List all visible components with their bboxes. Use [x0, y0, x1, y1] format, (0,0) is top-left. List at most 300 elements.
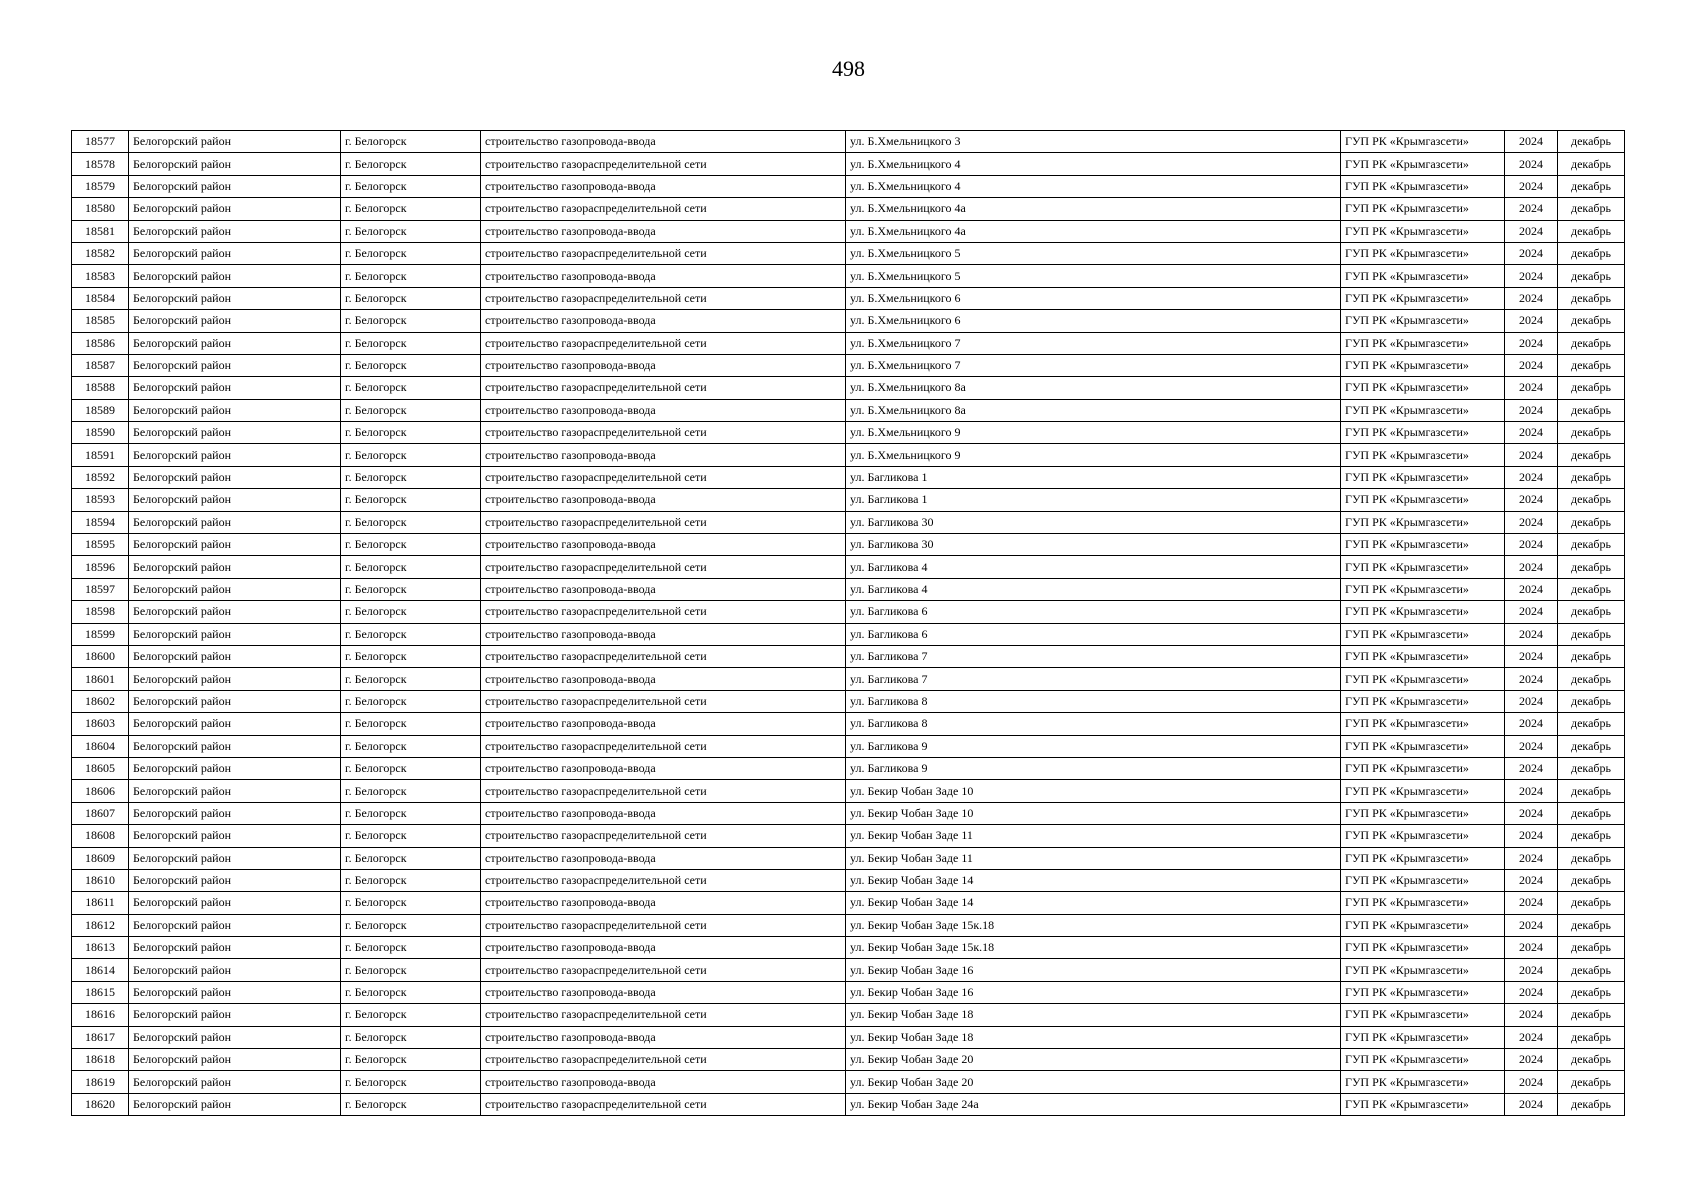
cell-address: ул. Бекир Чобан Заде 15к.18 — [846, 914, 1341, 936]
cell-locality: г. Белогорск — [341, 131, 481, 153]
cell-address: ул. Багликова 7 — [846, 645, 1341, 667]
table-row — [72, 1004, 1625, 1026]
cell-organization: ГУП РК «Крымгазсети» — [1341, 757, 1505, 779]
cell-row-number: 18600 — [72, 645, 129, 667]
cell-organization: ГУП РК «Крымгазсети» — [1341, 690, 1505, 712]
cell-month: декабрь — [1558, 802, 1625, 824]
table-row — [72, 242, 1625, 264]
cell-year: 2024 — [1505, 534, 1558, 556]
cell-district: Белогорский район — [129, 780, 341, 802]
cell-work-type: строительство газопровода-ввода — [481, 757, 846, 779]
cell-row-number: 18614 — [72, 959, 129, 981]
table-row — [72, 556, 1625, 578]
cell-locality: г. Белогорск — [341, 1026, 481, 1048]
cell-work-type: строительство газораспределительной сети — [481, 735, 846, 757]
cell-month: декабрь — [1558, 556, 1625, 578]
cell-month: декабрь — [1558, 959, 1625, 981]
cell-locality: г. Белогорск — [341, 399, 481, 421]
cell-locality: г. Белогорск — [341, 1004, 481, 1026]
cell-work-type: строительство газопровода-ввода — [481, 1071, 846, 1093]
cell-district: Белогорский район — [129, 556, 341, 578]
table-row — [72, 578, 1625, 600]
cell-year: 2024 — [1505, 242, 1558, 264]
cell-district: Белогорский район — [129, 153, 341, 175]
cell-locality: г. Белогорск — [341, 690, 481, 712]
cell-row-number: 18602 — [72, 690, 129, 712]
cell-district: Белогорский район — [129, 690, 341, 712]
cell-organization: ГУП РК «Крымгазсети» — [1341, 937, 1505, 959]
cell-year: 2024 — [1505, 175, 1558, 197]
cell-district: Белогорский район — [129, 175, 341, 197]
cell-organization: ГУП РК «Крымгазсети» — [1341, 1049, 1505, 1071]
cell-address: ул. Б.Хмельницкого 5 — [846, 265, 1341, 287]
cell-year: 2024 — [1505, 556, 1558, 578]
cell-district: Белогорский район — [129, 354, 341, 376]
cell-district: Белогорский район — [129, 511, 341, 533]
table-row — [72, 914, 1625, 936]
cell-work-type: строительство газопровода-ввода — [481, 220, 846, 242]
cell-district: Белогорский район — [129, 1049, 341, 1071]
cell-work-type: строительство газораспределительной сети — [481, 422, 846, 444]
cell-organization: ГУП РК «Крымгазсети» — [1341, 466, 1505, 488]
cell-row-number: 18579 — [72, 175, 129, 197]
cell-locality: г. Белогорск — [341, 1093, 481, 1115]
cell-district: Белогорский район — [129, 914, 341, 936]
table-row — [72, 534, 1625, 556]
cell-row-number: 18583 — [72, 265, 129, 287]
cell-work-type: строительство газопровода-ввода — [481, 1026, 846, 1048]
cell-row-number: 18612 — [72, 914, 129, 936]
cell-month: декабрь — [1558, 1026, 1625, 1048]
cell-year: 2024 — [1505, 1026, 1558, 1048]
table-row — [72, 690, 1625, 712]
table-row — [72, 220, 1625, 242]
cell-row-number: 18616 — [72, 1004, 129, 1026]
cell-locality: г. Белогорск — [341, 802, 481, 824]
cell-month: декабрь — [1558, 601, 1625, 623]
cell-month: декабрь — [1558, 1004, 1625, 1026]
cell-locality: г. Белогорск — [341, 1049, 481, 1071]
cell-organization: ГУП РК «Крымгазсети» — [1341, 175, 1505, 197]
cell-row-number: 18591 — [72, 444, 129, 466]
cell-year: 2024 — [1505, 198, 1558, 220]
cell-address: ул. Б.Хмельницкого 4а — [846, 220, 1341, 242]
cell-month: декабрь — [1558, 131, 1625, 153]
cell-work-type: строительство газораспределительной сети — [481, 645, 846, 667]
cell-locality: г. Белогорск — [341, 959, 481, 981]
cell-address: ул. Бекир Чобан Заде 14 — [846, 869, 1341, 891]
cell-address: ул. Багликова 4 — [846, 578, 1341, 600]
cell-locality: г. Белогорск — [341, 713, 481, 735]
cell-organization: ГУП РК «Крымгазсети» — [1341, 534, 1505, 556]
cell-address: ул. Багликова 4 — [846, 556, 1341, 578]
cell-address: ул. Бекир Чобан Заде 10 — [846, 802, 1341, 824]
cell-year: 2024 — [1505, 825, 1558, 847]
table-row — [72, 354, 1625, 376]
cell-work-type: строительство газораспределительной сети — [481, 511, 846, 533]
cell-address: ул. Б.Хмельницкого 6 — [846, 287, 1341, 309]
cell-organization: ГУП РК «Крымгазсети» — [1341, 354, 1505, 376]
cell-work-type: строительство газораспределительной сети — [481, 377, 846, 399]
cell-district: Белогорский район — [129, 422, 341, 444]
cell-year: 2024 — [1505, 422, 1558, 444]
table-row — [72, 713, 1625, 735]
table-row — [72, 466, 1625, 488]
cell-district: Белогорский район — [129, 534, 341, 556]
cell-work-type: строительство газораспределительной сети — [481, 153, 846, 175]
cell-district: Белогорский район — [129, 735, 341, 757]
cell-work-type: строительство газопровода-ввода — [481, 847, 846, 869]
cell-year: 2024 — [1505, 1049, 1558, 1071]
cell-organization: ГУП РК «Крымгазсети» — [1341, 959, 1505, 981]
cell-district: Белогорский район — [129, 1004, 341, 1026]
cell-district: Белогорский район — [129, 332, 341, 354]
cell-district: Белогорский район — [129, 869, 341, 891]
cell-work-type: строительство газопровода-ввода — [481, 489, 846, 511]
cell-row-number: 18608 — [72, 825, 129, 847]
cell-year: 2024 — [1505, 310, 1558, 332]
cell-work-type: строительство газораспределительной сети — [481, 780, 846, 802]
cell-month: декабрь — [1558, 825, 1625, 847]
cell-month: декабрь — [1558, 578, 1625, 600]
cell-district: Белогорский район — [129, 310, 341, 332]
cell-locality: г. Белогорск — [341, 310, 481, 332]
cell-month: декабрь — [1558, 220, 1625, 242]
cell-year: 2024 — [1505, 399, 1558, 421]
cell-locality: г. Белогорск — [341, 175, 481, 197]
table-row — [72, 310, 1625, 332]
cell-row-number: 18620 — [72, 1093, 129, 1115]
cell-month: декабрь — [1558, 713, 1625, 735]
cell-locality: г. Белогорск — [341, 937, 481, 959]
cell-district: Белогорский район — [129, 601, 341, 623]
cell-locality: г. Белогорск — [341, 578, 481, 600]
cell-row-number: 18605 — [72, 757, 129, 779]
table-row — [72, 489, 1625, 511]
cell-work-type: строительство газораспределительной сети — [481, 198, 846, 220]
cell-year: 2024 — [1505, 1004, 1558, 1026]
cell-year: 2024 — [1505, 914, 1558, 936]
cell-year: 2024 — [1505, 287, 1558, 309]
table-row — [72, 265, 1625, 287]
cell-address: ул. Б.Хмельницкого 4 — [846, 175, 1341, 197]
cell-year: 2024 — [1505, 444, 1558, 466]
cell-address: ул. Бекир Чобан Заде 16 — [846, 981, 1341, 1003]
table-row — [72, 735, 1625, 757]
cell-district: Белогорский район — [129, 131, 341, 153]
cell-organization: ГУП РК «Крымгазсети» — [1341, 1026, 1505, 1048]
cell-address: ул. Б.Хмельницкого 9 — [846, 444, 1341, 466]
cell-locality: г. Белогорск — [341, 623, 481, 645]
cell-address: ул. Багликова 30 — [846, 534, 1341, 556]
cell-organization: ГУП РК «Крымгазсети» — [1341, 332, 1505, 354]
cell-organization: ГУП РК «Крымгазсети» — [1341, 601, 1505, 623]
cell-organization: ГУП РК «Крымгазсети» — [1341, 287, 1505, 309]
cell-organization: ГУП РК «Крымгазсети» — [1341, 131, 1505, 153]
cell-organization: ГУП РК «Крымгазсети» — [1341, 735, 1505, 757]
cell-address: ул. Бекир Чобан Заде 20 — [846, 1049, 1341, 1071]
cell-district: Белогорский район — [129, 198, 341, 220]
cell-address: ул. Багликова 6 — [846, 601, 1341, 623]
table-row — [72, 802, 1625, 824]
cell-work-type: строительство газопровода-ввода — [481, 713, 846, 735]
cell-work-type: строительство газопровода-ввода — [481, 981, 846, 1003]
cell-month: декабрь — [1558, 645, 1625, 667]
cell-month: декабрь — [1558, 444, 1625, 466]
cell-year: 2024 — [1505, 601, 1558, 623]
cell-month: декабрь — [1558, 287, 1625, 309]
cell-row-number: 18599 — [72, 623, 129, 645]
cell-month: декабрь — [1558, 1049, 1625, 1071]
cell-district: Белогорский район — [129, 242, 341, 264]
cell-row-number: 18604 — [72, 735, 129, 757]
cell-address: ул. Бекир Чобан Заде 18 — [846, 1004, 1341, 1026]
cell-organization: ГУП РК «Крымгазсети» — [1341, 310, 1505, 332]
cell-district: Белогорский район — [129, 623, 341, 645]
cell-locality: г. Белогорск — [341, 220, 481, 242]
cell-work-type: строительство газораспределительной сети — [481, 825, 846, 847]
cell-locality: г. Белогорск — [341, 825, 481, 847]
cell-address: ул. Багликова 1 — [846, 466, 1341, 488]
cell-locality: г. Белогорск — [341, 511, 481, 533]
cell-district: Белогорский район — [129, 668, 341, 690]
cell-district: Белогорский район — [129, 287, 341, 309]
cell-month: декабрь — [1558, 869, 1625, 891]
cell-month: декабрь — [1558, 534, 1625, 556]
cell-year: 2024 — [1505, 511, 1558, 533]
cell-year: 2024 — [1505, 265, 1558, 287]
cell-district: Белогорский район — [129, 220, 341, 242]
cell-organization: ГУП РК «Крымгазсети» — [1341, 265, 1505, 287]
cell-row-number: 18618 — [72, 1049, 129, 1071]
cell-address: ул. Багликова 8 — [846, 713, 1341, 735]
cell-year: 2024 — [1505, 802, 1558, 824]
cell-district: Белогорский район — [129, 937, 341, 959]
cell-address: ул. Багликова 7 — [846, 668, 1341, 690]
cell-work-type: строительство газораспределительной сети — [481, 690, 846, 712]
cell-locality: г. Белогорск — [341, 847, 481, 869]
cell-organization: ГУП РК «Крымгазсети» — [1341, 1093, 1505, 1115]
cell-month: декабрь — [1558, 690, 1625, 712]
cell-year: 2024 — [1505, 690, 1558, 712]
cell-work-type: строительство газораспределительной сети — [481, 332, 846, 354]
cell-address: ул. Бекир Чобан Заде 18 — [846, 1026, 1341, 1048]
cell-organization: ГУП РК «Крымгазсети» — [1341, 556, 1505, 578]
cell-row-number: 18587 — [72, 354, 129, 376]
cell-month: декабрь — [1558, 780, 1625, 802]
cell-organization: ГУП РК «Крымгазсети» — [1341, 892, 1505, 914]
cell-row-number: 18594 — [72, 511, 129, 533]
table-row — [72, 1049, 1625, 1071]
cell-month: декабрь — [1558, 354, 1625, 376]
cell-district: Белогорский район — [129, 825, 341, 847]
cell-month: декабрь — [1558, 242, 1625, 264]
cell-work-type: строительство газопровода-ввода — [481, 310, 846, 332]
cell-row-number: 18603 — [72, 713, 129, 735]
cell-row-number: 18580 — [72, 198, 129, 220]
table-row — [72, 1093, 1625, 1115]
cell-organization: ГУП РК «Крымгазсети» — [1341, 981, 1505, 1003]
cell-locality: г. Белогорск — [341, 265, 481, 287]
cell-district: Белогорский район — [129, 959, 341, 981]
cell-row-number: 18609 — [72, 847, 129, 869]
cell-month: декабрь — [1558, 198, 1625, 220]
cell-work-type: строительство газопровода-ввода — [481, 668, 846, 690]
table-row — [72, 937, 1625, 959]
registry-table — [71, 130, 1625, 1116]
cell-month: декабрь — [1558, 757, 1625, 779]
cell-work-type: строительство газораспределительной сети — [481, 914, 846, 936]
cell-address: ул. Бекир Чобан Заде 20 — [846, 1071, 1341, 1093]
cell-district: Белогорский район — [129, 399, 341, 421]
cell-year: 2024 — [1505, 757, 1558, 779]
cell-locality: г. Белогорск — [341, 556, 481, 578]
cell-month: декабрь — [1558, 735, 1625, 757]
cell-district: Белогорский район — [129, 377, 341, 399]
table-row — [72, 444, 1625, 466]
cell-address: ул. Б.Хмельницкого 4 — [846, 153, 1341, 175]
cell-month: декабрь — [1558, 377, 1625, 399]
cell-row-number: 18613 — [72, 937, 129, 959]
cell-locality: г. Белогорск — [341, 869, 481, 891]
cell-district: Белогорский район — [129, 1071, 341, 1093]
cell-address: ул. Бекир Чобан Заде 14 — [846, 892, 1341, 914]
cell-row-number: 18606 — [72, 780, 129, 802]
cell-organization: ГУП РК «Крымгазсети» — [1341, 713, 1505, 735]
cell-year: 2024 — [1505, 1093, 1558, 1115]
table-row — [72, 287, 1625, 309]
cell-address: ул. Бекир Чобан Заде 16 — [846, 959, 1341, 981]
cell-row-number: 18584 — [72, 287, 129, 309]
cell-month: декабрь — [1558, 937, 1625, 959]
cell-month: декабрь — [1558, 511, 1625, 533]
cell-organization: ГУП РК «Крымгазсети» — [1341, 242, 1505, 264]
cell-year: 2024 — [1505, 1071, 1558, 1093]
table-row — [72, 131, 1625, 153]
cell-address: ул. Б.Хмельницкого 5 — [846, 242, 1341, 264]
cell-row-number: 18619 — [72, 1071, 129, 1093]
cell-address: ул. Багликова 6 — [846, 623, 1341, 645]
cell-locality: г. Белогорск — [341, 534, 481, 556]
cell-year: 2024 — [1505, 131, 1558, 153]
cell-address: ул. Багликова 9 — [846, 735, 1341, 757]
cell-row-number: 18615 — [72, 981, 129, 1003]
cell-month: декабрь — [1558, 1071, 1625, 1093]
table-row — [72, 825, 1625, 847]
table-row — [72, 981, 1625, 1003]
cell-row-number: 18598 — [72, 601, 129, 623]
cell-work-type: строительство газопровода-ввода — [481, 265, 846, 287]
cell-address: ул. Б.Хмельницкого 6 — [846, 310, 1341, 332]
cell-work-type: строительство газораспределительной сети — [481, 959, 846, 981]
cell-locality: г. Белогорск — [341, 198, 481, 220]
cell-organization: ГУП РК «Крымгазсети» — [1341, 489, 1505, 511]
table-row — [72, 175, 1625, 197]
cell-work-type: строительство газопровода-ввода — [481, 892, 846, 914]
cell-locality: г. Белогорск — [341, 466, 481, 488]
cell-address: ул. Бекир Чобан Заде 24а — [846, 1093, 1341, 1115]
cell-district: Белогорский район — [129, 981, 341, 1003]
cell-district: Белогорский район — [129, 847, 341, 869]
cell-row-number: 18610 — [72, 869, 129, 891]
cell-locality: г. Белогорск — [341, 422, 481, 444]
cell-locality: г. Белогорск — [341, 242, 481, 264]
cell-address: ул. Бекир Чобан Заде 11 — [846, 825, 1341, 847]
cell-row-number: 18585 — [72, 310, 129, 332]
cell-district: Белогорский район — [129, 578, 341, 600]
cell-locality: г. Белогорск — [341, 377, 481, 399]
cell-year: 2024 — [1505, 623, 1558, 645]
table-row — [72, 198, 1625, 220]
cell-locality: г. Белогорск — [341, 1071, 481, 1093]
cell-row-number: 18581 — [72, 220, 129, 242]
cell-locality: г. Белогорск — [341, 981, 481, 1003]
cell-row-number: 18588 — [72, 377, 129, 399]
cell-organization: ГУП РК «Крымгазсети» — [1341, 422, 1505, 444]
cell-year: 2024 — [1505, 981, 1558, 1003]
cell-address: ул. Бекир Чобан Заде 10 — [846, 780, 1341, 802]
cell-row-number: 18617 — [72, 1026, 129, 1048]
cell-month: декабрь — [1558, 1093, 1625, 1115]
cell-month: декабрь — [1558, 422, 1625, 444]
cell-locality: г. Белогорск — [341, 645, 481, 667]
cell-locality: г. Белогорск — [341, 780, 481, 802]
cell-district: Белогорский район — [129, 713, 341, 735]
table-row — [72, 668, 1625, 690]
cell-year: 2024 — [1505, 713, 1558, 735]
cell-year: 2024 — [1505, 780, 1558, 802]
table-row — [72, 892, 1625, 914]
cell-year: 2024 — [1505, 959, 1558, 981]
cell-row-number: 18596 — [72, 556, 129, 578]
cell-month: декабрь — [1558, 399, 1625, 421]
cell-organization: ГУП РК «Крымгазсети» — [1341, 825, 1505, 847]
cell-row-number: 18593 — [72, 489, 129, 511]
cell-address: ул. Бекир Чобан Заде 11 — [846, 847, 1341, 869]
cell-address: ул. Б.Хмельницкого 7 — [846, 354, 1341, 376]
cell-organization: ГУП РК «Крымгазсети» — [1341, 1004, 1505, 1026]
cell-row-number: 18582 — [72, 242, 129, 264]
cell-row-number: 18592 — [72, 466, 129, 488]
cell-work-type: строительство газопровода-ввода — [481, 802, 846, 824]
cell-work-type: строительство газораспределительной сети — [481, 242, 846, 264]
cell-year: 2024 — [1505, 869, 1558, 891]
cell-month: декабрь — [1558, 310, 1625, 332]
cell-year: 2024 — [1505, 466, 1558, 488]
cell-work-type: строительство газопровода-ввода — [481, 175, 846, 197]
cell-month: декабрь — [1558, 489, 1625, 511]
cell-work-type: строительство газопровода-ввода — [481, 578, 846, 600]
cell-district: Белогорский район — [129, 645, 341, 667]
cell-row-number: 18590 — [72, 422, 129, 444]
cell-address: ул. Багликова 9 — [846, 757, 1341, 779]
cell-organization: ГУП РК «Крымгазсети» — [1341, 198, 1505, 220]
cell-address: ул. Б.Хмельницкого 8а — [846, 377, 1341, 399]
cell-organization: ГУП РК «Крымгазсети» — [1341, 377, 1505, 399]
cell-work-type: строительство газопровода-ввода — [481, 354, 846, 376]
cell-work-type: строительство газораспределительной сети — [481, 869, 846, 891]
cell-organization: ГУП РК «Крымгазсети» — [1341, 444, 1505, 466]
cell-district: Белогорский район — [129, 265, 341, 287]
cell-locality: г. Белогорск — [341, 601, 481, 623]
cell-organization: ГУП РК «Крымгазсети» — [1341, 578, 1505, 600]
cell-row-number: 18595 — [72, 534, 129, 556]
table-row — [72, 623, 1625, 645]
cell-row-number: 18611 — [72, 892, 129, 914]
cell-district: Белогорский район — [129, 489, 341, 511]
cell-year: 2024 — [1505, 937, 1558, 959]
cell-work-type: строительство газопровода-ввода — [481, 444, 846, 466]
